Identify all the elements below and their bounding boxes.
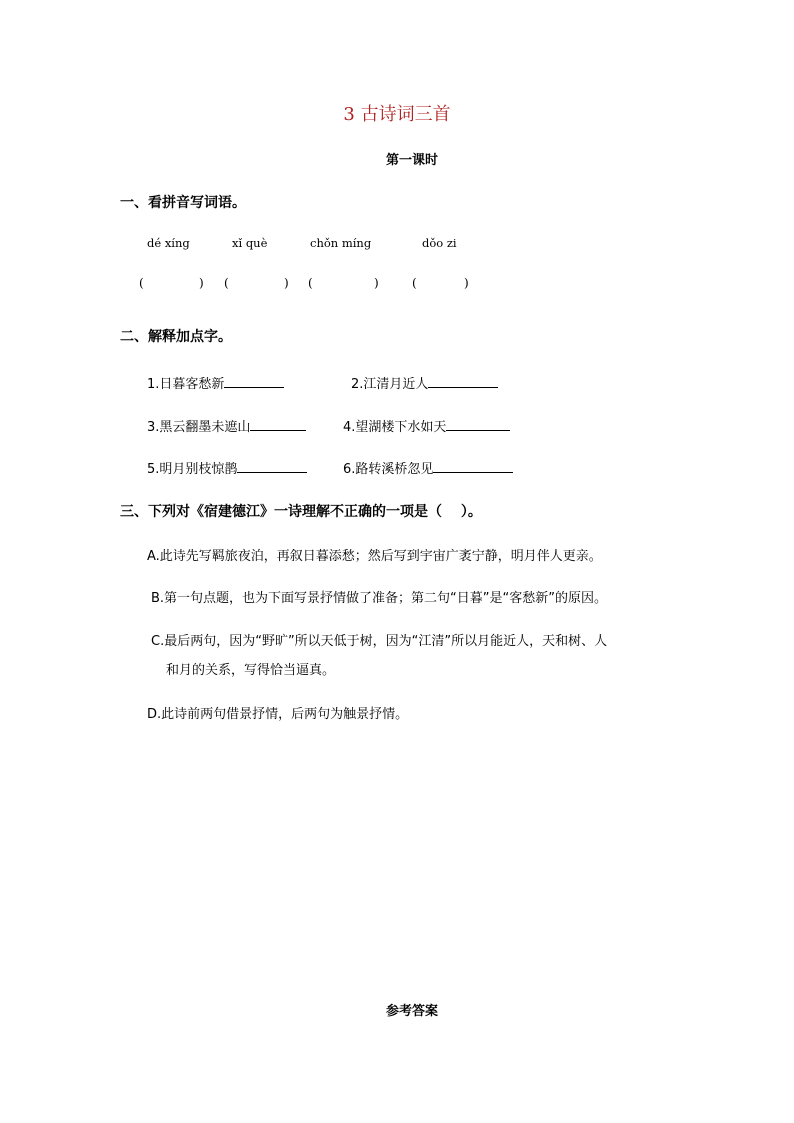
section-2-heading: 二、解释加点字。: [120, 329, 232, 345]
lesson-subtitle: 第一课时: [385, 153, 438, 168]
option-c: C.最后两句，因为“野旷”所以天低于树，因为“江清”所以月能近人，天和树、人: [151, 634, 608, 649]
pinyin-3: chǒn míng: [310, 236, 372, 250]
section-3-heading: 三、下列对《宿建德江》一诗理解不正确的一项是（ ）。: [120, 504, 482, 520]
option-d: D.此诗前两句借景抒情，后两句为触景抒情。: [147, 707, 409, 722]
option-a: A.此诗先写羁旅夜泊，再叙日暮添愁；然后写到宇宙广袤宁静，明月伴人更亲。: [147, 549, 602, 564]
explain-item-2: 2.江清月近人: [351, 373, 498, 392]
option-b: B.第一句点题，也为下面写景抒情做了准备；第二句“日暮”是“客愁新”的原因。: [151, 591, 607, 606]
explain-item-4: 4.望湖楼下水如天: [343, 416, 510, 435]
pinyin-2: xǐ què: [232, 236, 268, 250]
answer-key-heading: 参考答案: [385, 1004, 438, 1019]
option-c-continued: 和月的关系，写得恰当逼真。: [166, 663, 336, 678]
pinyin-4: dǒo zi: [422, 236, 457, 250]
explain-item-1: 1.日暮客愁新: [147, 373, 284, 392]
section-1-heading: 一、看拼音写词语。: [120, 195, 246, 211]
explain-item-3: 3.黑云翻墨未遮山: [147, 416, 306, 435]
explain-item-6: 6.路转溪桥忽见: [343, 458, 513, 477]
explain-item-5: 5.明月别枝惊鹊: [147, 458, 307, 477]
pinyin-1: dé xíng: [147, 236, 190, 250]
page-title: 3 古诗词三首: [343, 104, 451, 125]
